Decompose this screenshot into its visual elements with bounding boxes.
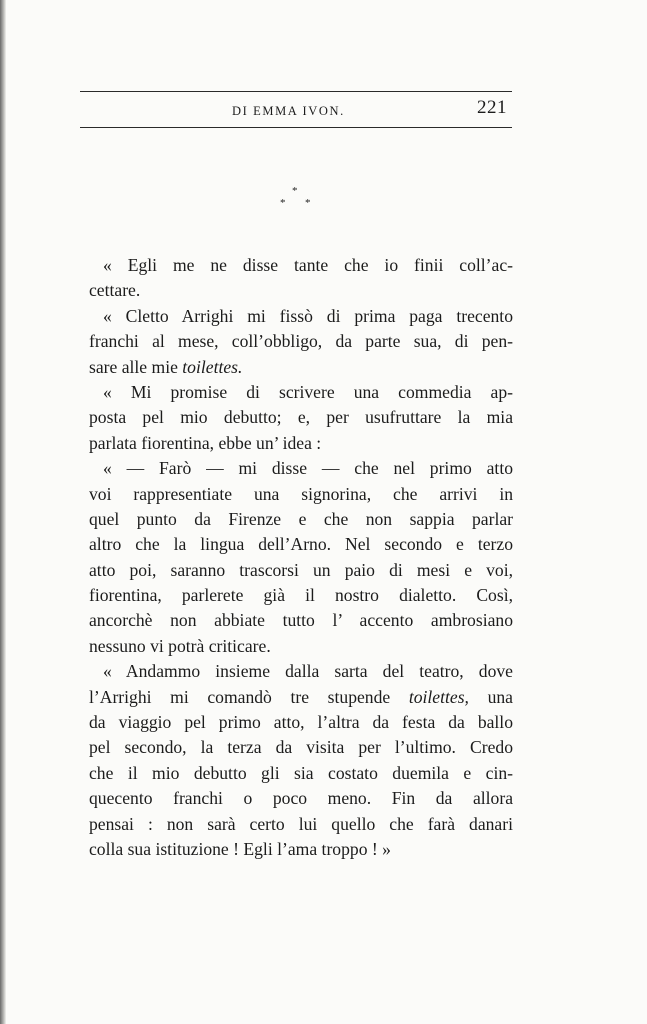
text-line: voi rappresentiate una signorina, che arrivi in	[89, 483, 513, 504]
text-line: quecento franchi o poco meno. Fin da allora	[89, 788, 513, 809]
text-line: franchi al mese, coll’obbligo, da parte sua, di pen-	[89, 331, 513, 352]
header-rule-bottom	[80, 127, 512, 128]
text-line: « Cletto Arrighi mi fissò di prima paga trecento	[103, 305, 513, 326]
text-line: « Andammo insieme dalla sarta del teatro, dove	[103, 661, 513, 682]
body-text	[89, 253, 513, 862]
text-fragment: l’Arrighi mi comandò tre stupende	[89, 686, 409, 707]
header-rule-top	[80, 91, 512, 92]
text-line: « Mi promise di scrivere una commedia ap-	[103, 381, 513, 402]
text-line: pensai : non sarà certo lui quello che farà danari	[89, 813, 513, 834]
text-line: posta pel mio debutto; e, per usufruttare la mia	[89, 407, 513, 428]
text-fragment: una	[468, 686, 513, 707]
text-line: fiorentina, parlerete già il nostro dialetto. Così,	[89, 585, 513, 606]
asterisk-right: *	[305, 197, 311, 209]
text-line: altro che la lingua dell’Arno. Nel secondo e terzo	[89, 534, 513, 555]
text-line: quel punto da Firenze e che non sappia parlar	[89, 508, 513, 529]
text-line: pel secondo, la terza da visita per l’ultimo. Credo	[89, 737, 513, 758]
text-line	[89, 685, 513, 710]
text-line: cettare.	[89, 280, 141, 301]
asterisk-left: *	[280, 197, 286, 209]
text-line: « — Farò — mi disse — che nel primo atto	[103, 458, 513, 479]
asterisk-top: *	[292, 185, 298, 197]
section-break-asterism	[277, 186, 317, 212]
italic-word: toilettes,	[408, 686, 469, 707]
text-line: ancorchè non abbiate tutto l’ accento ambrosiano	[89, 610, 513, 631]
page-spine-shadow	[0, 0, 6, 1024]
text-fragment: sare alle mie	[89, 356, 183, 377]
text-line: colla sua istituzione ! Egli l’ama troppo ! »	[89, 838, 391, 859]
text-line: parlata fiorentina, ebbe un’ idea :	[89, 432, 322, 453]
page-number: 221	[477, 97, 507, 118]
text-line	[89, 355, 513, 380]
text-line: « Egli me ne disse tante che io finii coll’ac-	[103, 255, 513, 275]
text-line: atto poi, saranno trascorsi un paio di mesi e voi,	[89, 559, 513, 580]
text-line: da viaggio pel primo atto, l’altra da festa da ballo	[89, 712, 513, 733]
text-line: nessuno vi potrà criticare.	[89, 635, 271, 656]
italic-word: toilettes.	[182, 356, 243, 377]
text-line: che il mio debutto gli sia costato duemila e cin-	[89, 762, 513, 783]
running-head: DI EMMA IVON.	[232, 104, 345, 118]
